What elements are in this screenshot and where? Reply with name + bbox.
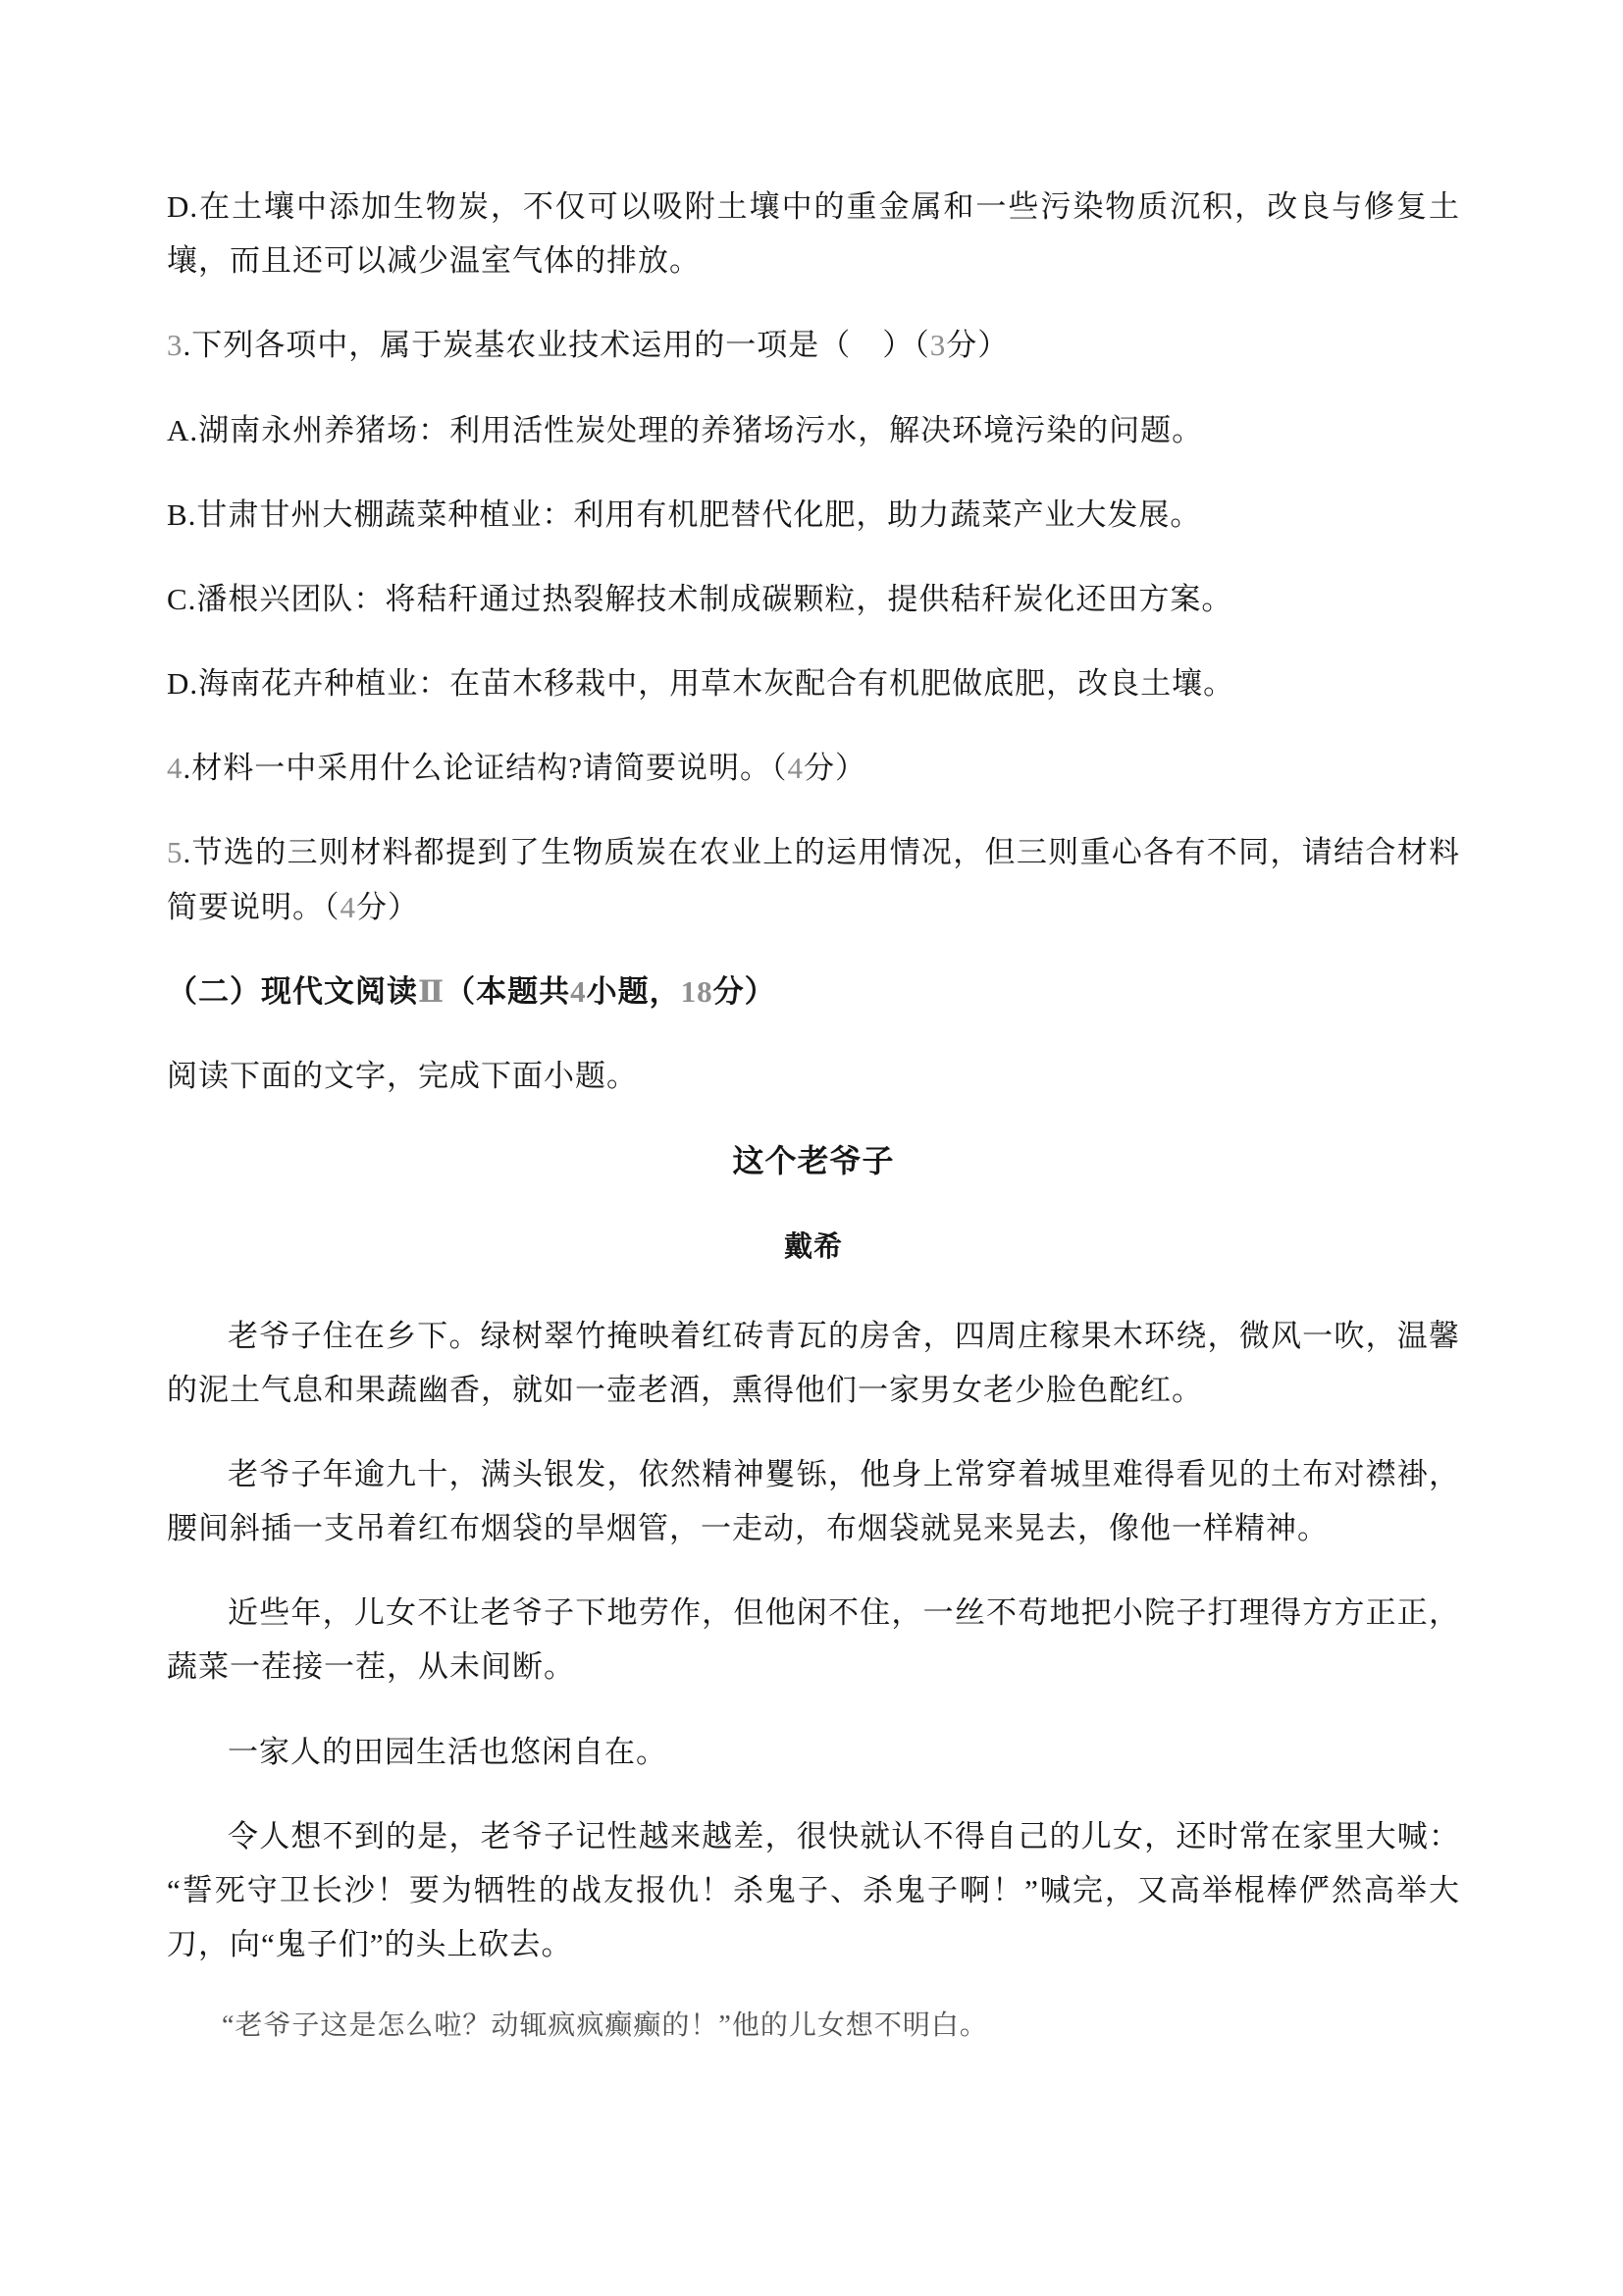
section-2-heading: （二）现代文阅读Ⅱ（本题共4小题，18分） bbox=[167, 973, 776, 1009]
question-3-option-c: C.潘根兴团队：将秸秆通过热裂解技术制成碳颗粒，提供秸秆炭化还田方案。 bbox=[167, 581, 1233, 616]
story-title: 这个老爷子 bbox=[732, 1143, 895, 1179]
story-paragraph-6: “老爷子这是怎么啦？动辄疯疯癫癫的！”他的儿女想不明白。 bbox=[222, 2010, 988, 2042]
story-paragraph-3: 近些年，儿女不让老爷子下地劳作，但他闲不住，一丝不苟地把小院子打理得方方正正，蔬菜一茬接一茬，从未间断。 bbox=[167, 1595, 1460, 1685]
question-4: 4.材料一中采用什么论证结构?请简要说明。（4分） bbox=[167, 751, 867, 786]
question-3-option-a: A.湖南永州养猪场：利用活性炭处理的养猪场污水，解决环境污染的问题。 bbox=[167, 412, 1204, 447]
story-paragraph-1: 老爷子住在乡下。绿树翠竹掩映着红砖青瓦的房舍，四周庄稼果木环绕，微风一吹，温馨的泥土气息和果蔬幽香，就如一壶老酒，熏得他们一家男女老少脸色酡红。 bbox=[167, 1318, 1460, 1407]
question-3: 3.下列各项中，属于炭基农业技术运用的一项是（ ）（3分） bbox=[167, 328, 1010, 363]
question-3-option-d: D.海南花卉种植业：在苗木移栽中，用草木灰配合有机肥做底肥，改良土壤。 bbox=[167, 666, 1235, 702]
question-3-option-b: B.甘肃甘州大棚蔬菜种植业：利用有机肥替代化肥，助力蔬菜产业大发展。 bbox=[167, 496, 1202, 532]
question-5: 5.节选的三则材料都提到了生物质炭在农业上的运用情况，但三则重心各有不同，请结合材料简要说明。（4分） bbox=[167, 835, 1460, 924]
story-paragraph-2: 老爷子年逾九十，满头银发，依然精神矍铄，他身上常穿着城里难得看见的土布对襟褂，腰间斜插一支吊着红布烟袋的旱烟管，一走动，布烟袋就晃来晃去，像他一样精神。 bbox=[167, 1456, 1460, 1546]
option-d-carryover-text: D.在土壤中添加生物炭，不仅可以吸附土壤中的重金属和一些污染物质沉积，改良与修复土壤，而且还可以减少温室气体的排放。 bbox=[167, 189, 1460, 279]
reading-instruction: 阅读下面的文字，完成下面小题。 bbox=[167, 1058, 638, 1093]
story-author: 戴希 bbox=[783, 1231, 843, 1264]
story-paragraph-4: 一家人的田园生活也悠闲自在。 bbox=[228, 1734, 667, 1769]
story-paragraph-5: 令人想不到的是，老爷子记性越来越差，很快就认不得自己的儿女，还时常在家里大喊：“誓死守卫长沙！要为牺牲的战友报仇！杀鬼子、杀鬼子啊！”喊完，又高举棍棒俨然高举大刀，向“鬼子们”的头上砍去。 bbox=[167, 1818, 1460, 1962]
